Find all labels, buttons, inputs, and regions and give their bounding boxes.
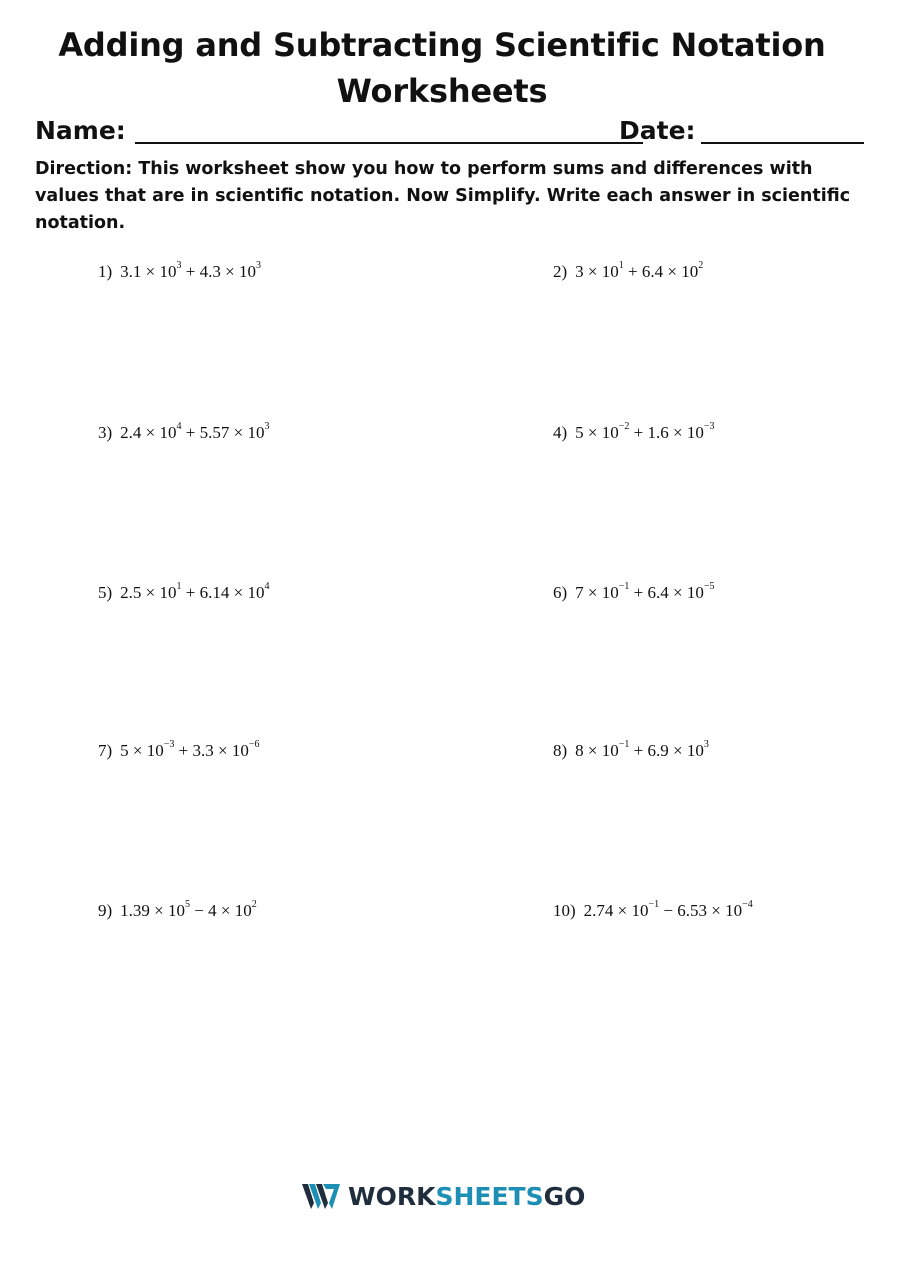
logo-text-sheets: SHEETS — [435, 1181, 544, 1211]
title-line-2: Worksheets — [336, 72, 548, 110]
problem-3: 3) $2.4 \times 10^4 + 5.57 \times 10^3$ — [98, 421, 270, 442]
problem-10: 10) $2.74 \times 10^{-1} - 6.53 \times 10^{-4}$ — [553, 899, 753, 920]
page-title — [0, 22, 884, 114]
date-field[interactable] — [701, 142, 864, 144]
date-label: Date: — [619, 116, 696, 145]
logo-w-icon — [302, 1181, 340, 1211]
name-label: Name: — [35, 116, 126, 145]
worksheetsgo-logo — [302, 1178, 602, 1214]
direction-text: Direction: This worksheet show you how to perform sums and differences with values that are in scientific notation. Now Simplify. Write each answer in scientific notation. — [35, 159, 851, 233]
name-field[interactable] — [135, 142, 643, 144]
problem-1: 1) $3.1 \times 10^3 + 4.3 \times 10^3$ — [98, 260, 261, 281]
problem-8: 8) $8 \times 10^{-1} + 6.9 \times 10^3$ — [553, 739, 709, 760]
problem-7: 7) $5 \times 10^{-3} + 3.3 \times 10^{-6}$ — [98, 739, 260, 760]
name-date-row — [35, 116, 865, 150]
problem-2: 2) $3 \times 10^1 + 6.4 \times 10^2$ — [553, 260, 704, 281]
problem-5: 5) $2.5 \times 10^1 + 6.14 \times 10^4$ — [98, 581, 270, 602]
problem-6: 6) $7 \times 10^{-1} + 6.4 \times 10^{-5}$ — [553, 581, 715, 602]
problem-9: 9) $1.39 \times 10^5 - 4 \times 10^2$ — [98, 899, 257, 920]
title-line-1: Adding and Subtracting Scientific Notation — [58, 26, 826, 64]
logo-text-work: WORK — [348, 1181, 436, 1211]
problem-4: 4) $5 \times 10^{-2} + 1.6 \times 10^{-3}$ — [553, 421, 715, 442]
logo-text-go: GO — [543, 1181, 586, 1211]
